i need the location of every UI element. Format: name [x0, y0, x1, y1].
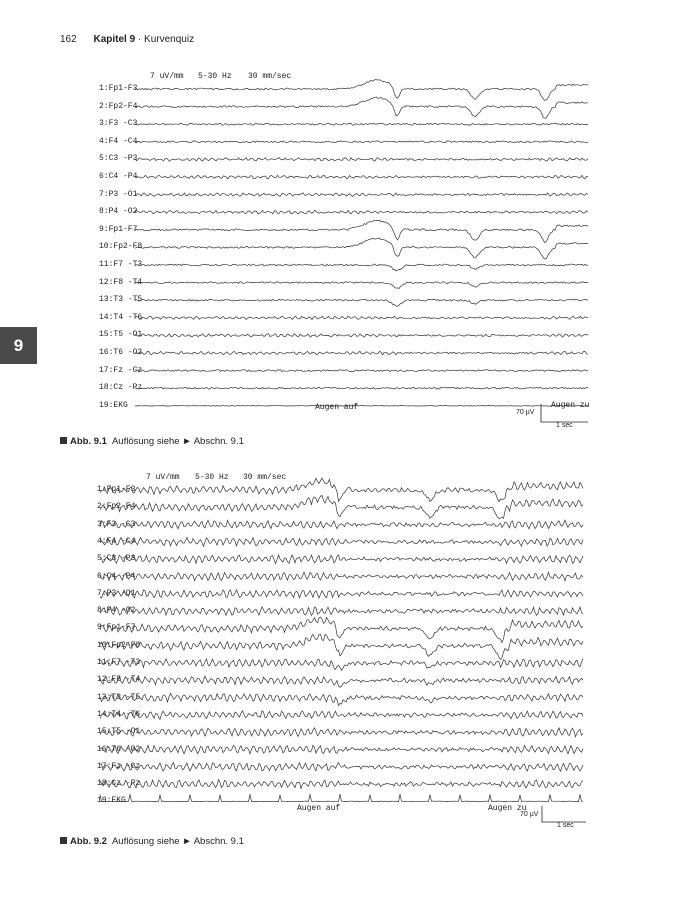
eeg-trace-line	[100, 634, 583, 659]
eeg-trace-line	[100, 590, 583, 598]
event-eyes-open: Augen auf	[297, 804, 341, 813]
eeg-trace-line	[100, 572, 583, 581]
channel-label: 5:C3 -P3	[97, 554, 136, 564]
eeg-trace-line	[100, 694, 583, 706]
eeg-trace-line	[100, 659, 583, 671]
channel-label: 17:Fz -Cz	[97, 761, 141, 771]
eeg-trace-line	[100, 538, 583, 547]
channel-label: 11:F7 -T3	[97, 658, 141, 667]
amplitude-scale-label: 70 µV	[520, 811, 539, 818]
caption-label: Abb. 9.2	[70, 836, 107, 847]
channel-label: 4:F4 -C4	[97, 536, 136, 546]
eeg-trace-line	[100, 607, 583, 616]
channel-label: 14:T4 -T6	[99, 312, 143, 322]
header-separator: ·	[135, 34, 145, 45]
time-scale-label: 1 sec	[557, 822, 574, 829]
channel-label: 18:Cz -Pz	[99, 383, 143, 393]
channel-label: 4:F4 -C4	[99, 136, 138, 146]
channel-label: 8:P4 -O2	[97, 606, 136, 616]
speed-label: 30 mm/sec	[248, 72, 292, 81]
channel-label: 16:T6 -O2	[97, 744, 141, 754]
chapter-title: Kurvenquiz	[144, 34, 195, 45]
channel-label: 11:F7 -T3	[99, 260, 143, 269]
figure-caption-2	[60, 836, 244, 847]
channel-label: 5:C3 -P3	[99, 154, 138, 164]
caption-marker-icon	[60, 837, 67, 844]
time-scale-label: 1 sec	[556, 422, 573, 429]
eeg-trace-line	[100, 745, 583, 754]
eeg-trace-line	[100, 555, 583, 564]
eeg-trace-line	[100, 728, 583, 737]
channel-label: 9:Fp1-F7	[99, 224, 138, 234]
speed-label: 30 mm/sec	[243, 473, 287, 482]
chapter-label: Kapitel 9	[93, 34, 136, 45]
channel-label: 3:F3 -C3	[97, 519, 136, 529]
channel-label: 10:Fp2-F8	[99, 242, 143, 252]
channel-label: 15:T5 -O1	[99, 330, 143, 340]
channel-label: 17:Fz -Cz	[99, 365, 143, 375]
channel-label: 9:Fp1-F7	[97, 623, 136, 633]
eeg-trace-line	[100, 478, 583, 502]
filter-label: 5-30 Hz	[195, 473, 229, 482]
sensitivity-label: 7 uV/mm	[150, 72, 184, 81]
sensitivity-label: 7 uV/mm	[146, 473, 180, 482]
channel-label: 19:EKG	[97, 796, 126, 806]
channel-label: 15:T5 -O1	[97, 727, 141, 737]
channel-label: 3:F3 -C3	[99, 119, 138, 129]
channel-label: 13:T3 -T5	[97, 692, 141, 702]
eeg-trace-line	[100, 763, 583, 772]
channel-label: 2:Fp2-F4	[97, 502, 136, 512]
channel-label: 12:F8 -T4	[99, 277, 143, 287]
eeg-trace-line	[100, 711, 583, 720]
caption-text: Auflösung siehe ► Abschn. 9.1	[111, 836, 244, 847]
channel-label: 19:EKG	[99, 400, 128, 410]
channel-label: 13:T3 -T5	[99, 295, 143, 305]
caption-text: Auflösung siehe ► Abschn. 9.1	[111, 436, 244, 447]
channel-label: 6:C4 -P4	[99, 172, 138, 181]
event-eyes-closed: Augen zu	[551, 401, 590, 410]
channel-label: 10:Fp2-F8	[97, 640, 141, 650]
calibration-scale-bar	[542, 806, 586, 822]
eeg-trace-line	[100, 676, 583, 687]
chapter-thumb-tab: 9	[0, 327, 37, 364]
caption-label: Abb. 9.1	[70, 436, 107, 447]
eeg-trace-line	[100, 496, 583, 519]
amplitude-scale-label: 70 µV	[516, 409, 535, 416]
channel-label: 6:C4 -P4	[97, 571, 136, 581]
eeg-trace-line	[100, 794, 583, 802]
eeg-trace-line	[100, 617, 583, 643]
eeg-trace-line	[100, 780, 583, 789]
channel-label: 16:T6 -O2	[99, 348, 143, 357]
channel-label: 12:F8 -T4	[97, 675, 141, 685]
channel-label: 1:Fp1-F3	[97, 485, 136, 494]
channel-label: 7:P3 -O1	[97, 588, 136, 598]
channel-label: 18:Cz -Pz	[97, 779, 141, 789]
channel-label: 7:P3 -O1	[99, 189, 138, 199]
channel-label: 8:P4 -O2	[99, 207, 138, 217]
event-eyes-closed: Augen zu	[488, 804, 527, 813]
filter-label: 5-30 Hz	[198, 72, 232, 81]
page-number: 162	[60, 34, 77, 45]
channel-label: 1:Fp1-F3	[99, 84, 138, 93]
channel-label: 14:T4 -T6	[97, 709, 141, 719]
event-eyes-open: Augen auf	[315, 403, 359, 412]
eeg-trace-line	[100, 520, 583, 529]
channel-label: 2:Fp2-F4	[99, 101, 138, 111]
